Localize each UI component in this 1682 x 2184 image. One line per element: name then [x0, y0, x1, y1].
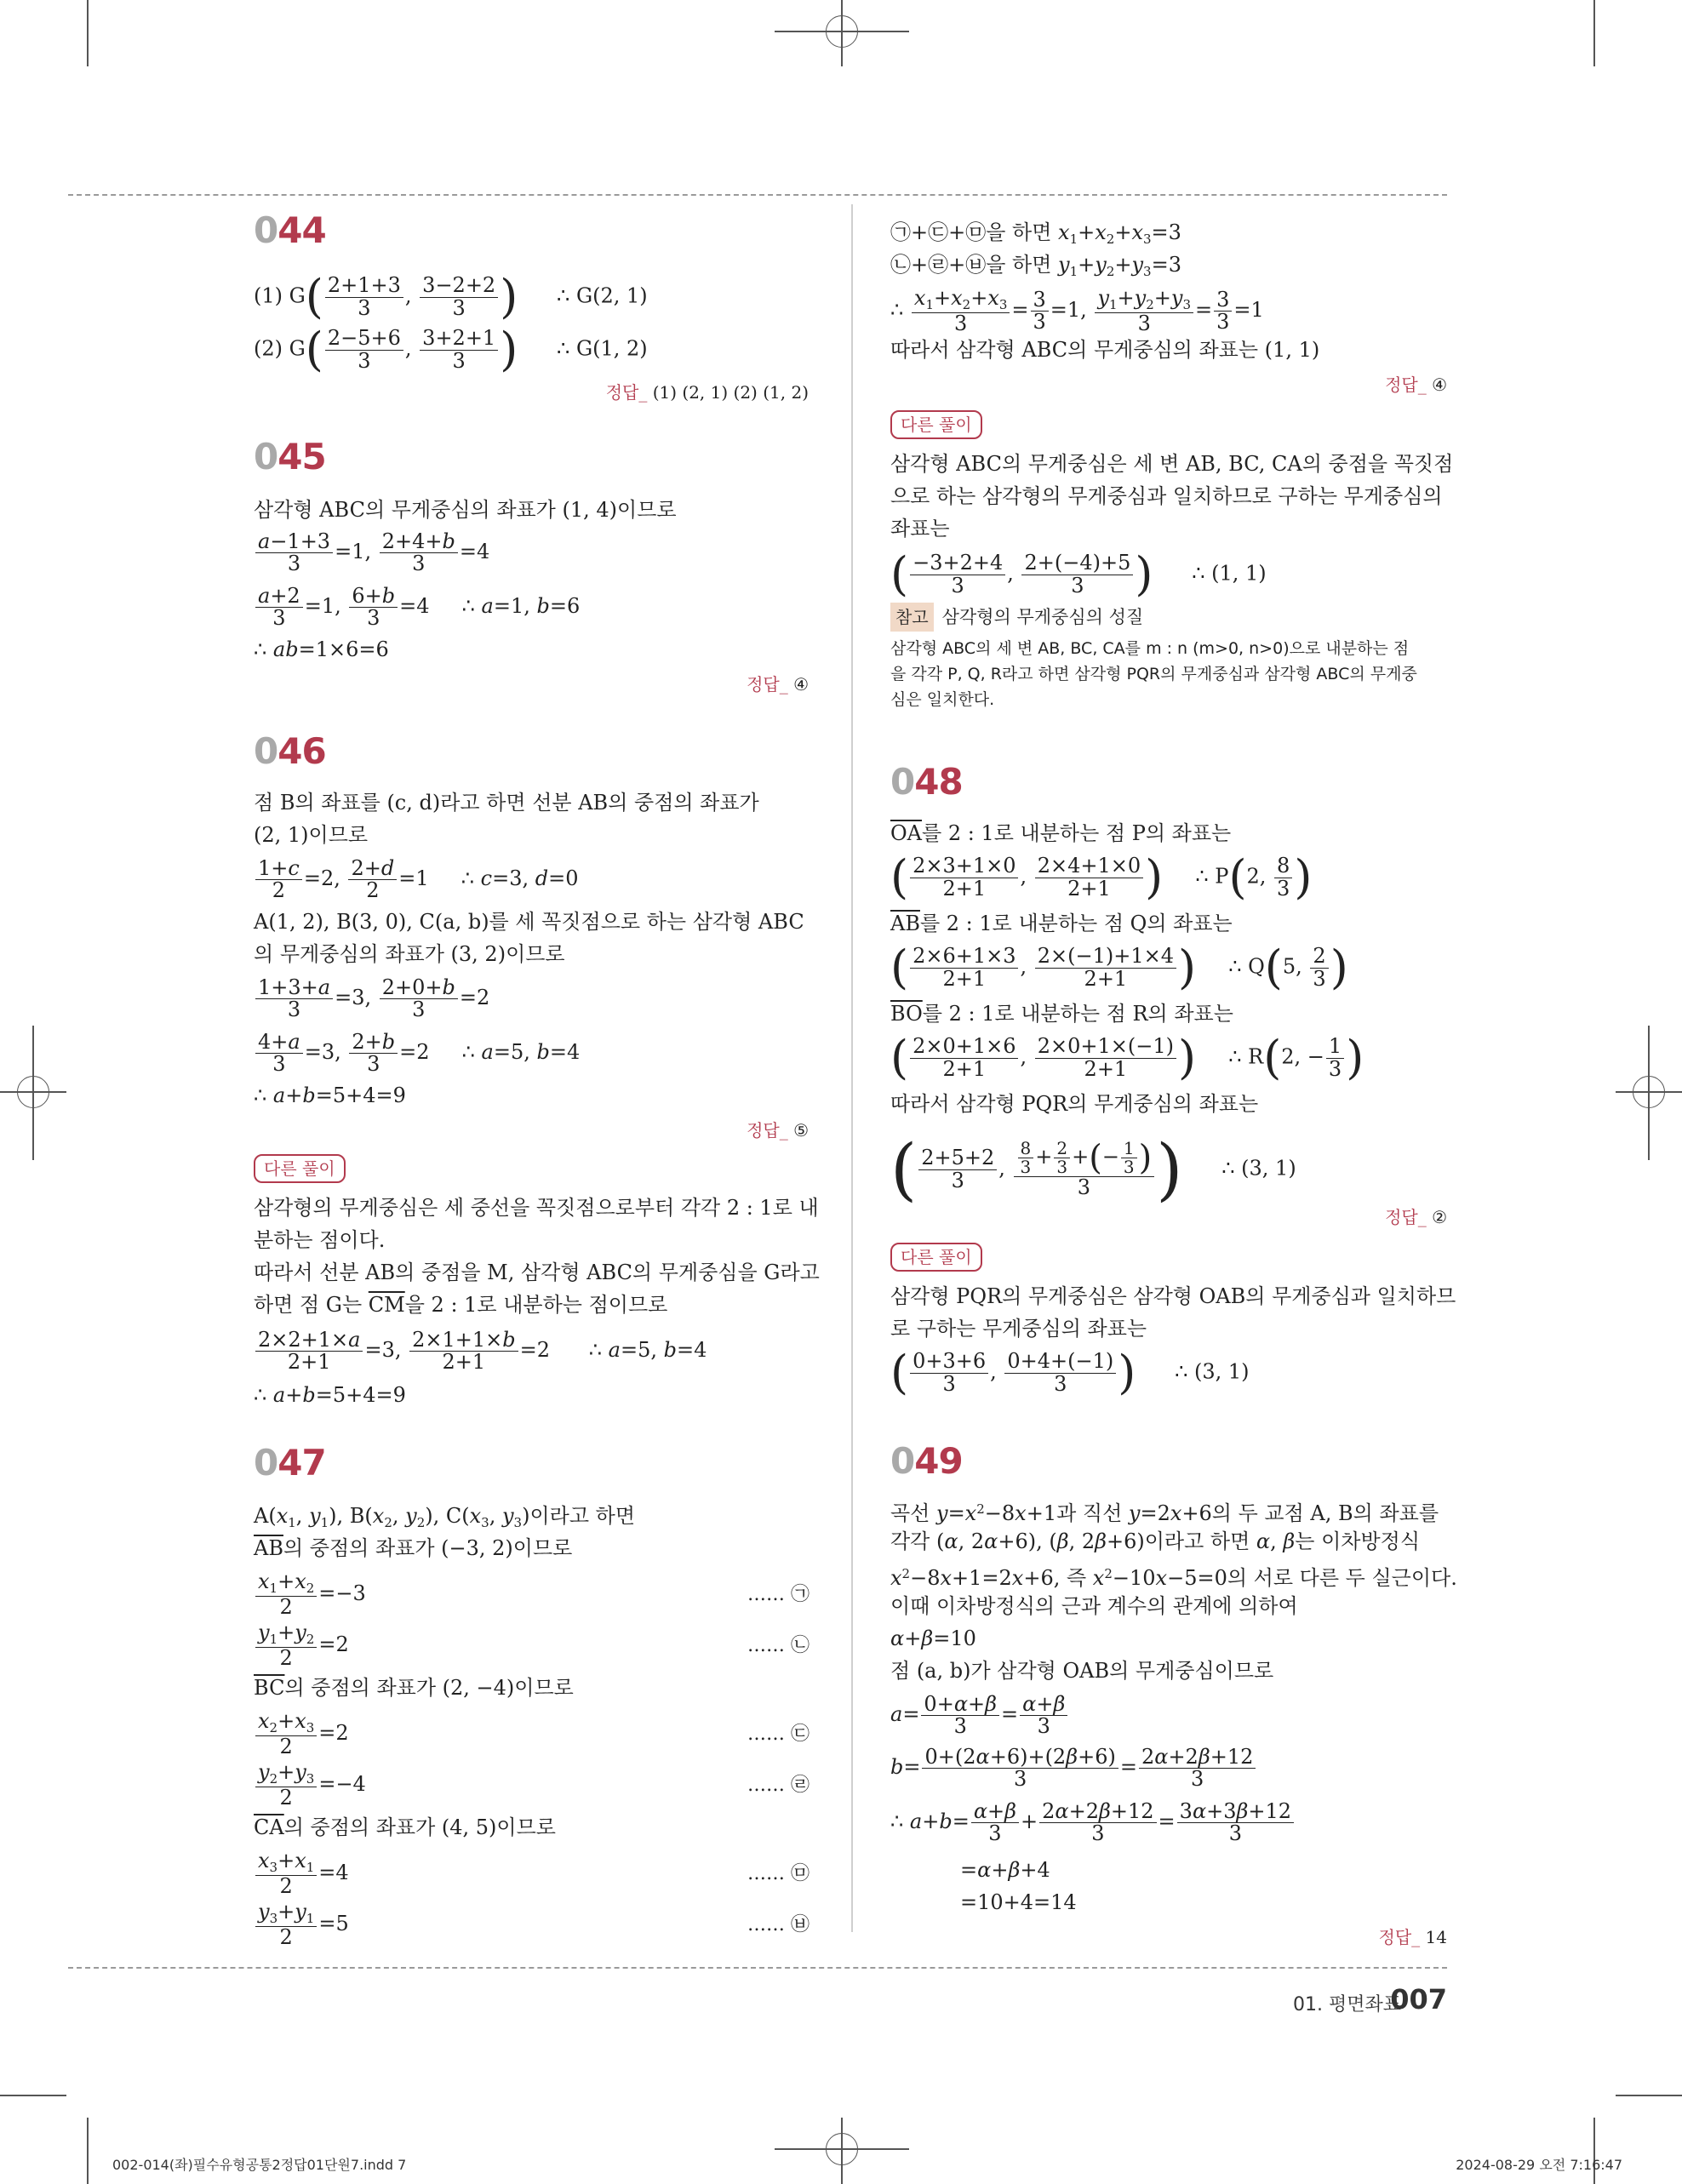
p049-text-3: $x^2-8x+1=2x+6$, 즉 $x^2-10x-5=0$의 서로 다른 두 실근이다. [890, 1566, 1457, 1590]
p047-eq-5: $\frac{x_3+x_1}{2}$ =4 [254, 1850, 349, 1897]
registration-circle [826, 15, 858, 48]
p047-eq-2: $\frac{y_1+y_2}{2}$ =2 [254, 1622, 349, 1669]
p045-text-1: 삼각형 ABC의 무게중심의 좌표가 (1, 4)이므로 [254, 498, 677, 522]
p047-text-3: $\overline{BC}$의 중점의 좌표가 (2, −4)이므로 [254, 1676, 574, 1700]
p047-text-2: $\overline{AB}$의 중점의 좌표가 (−3, 2)이므로 [254, 1536, 573, 1560]
p049-eq-4: =α+β+4 [960, 1858, 1050, 1882]
crop-mark [1593, 2118, 1595, 2184]
column-divider [851, 204, 853, 1932]
p049-eq-2: b= $\frac{0+(2\alpha+6)+(2\beta+6)}{3}$ = $\frac{2\alpha+2\beta+12}{3}$ [890, 1747, 1257, 1790]
p045-answer: 정답_ ④ [747, 674, 809, 695]
registration-circle [17, 1076, 49, 1108]
p049-text-4: 이때 이차방정식의 근과 계수의 관계에 의하여 [890, 1594, 1298, 1618]
p046-answer: 정답_ ⑤ [747, 1120, 809, 1141]
file-info: 002-014(좌)필수유형공통2정답01단원7.indd 7 [112, 2157, 407, 2173]
p047-text-4: $\overline{CA}$의 중점의 좌표가 (4, 5)이므로 [254, 1815, 556, 1839]
p049-eq-1: a= $\frac{0+\alpha+\beta}{3}$ = $\frac{\alpha+\beta}{3}$ [890, 1694, 1069, 1737]
p046-alt-4: 하면 점 G는 $\overline{CM}$을 2 : 1로 내분하는 점이므로 [254, 1293, 668, 1317]
p044-line-1: (1) G( $\frac{2+1+3}{3}$ , $\frac{3-2+2}{3}$ ) ∴ G(2, 1) [254, 270, 648, 323]
problem-number-049: 049 [890, 1440, 963, 1482]
registration-circle [826, 2133, 858, 2165]
alt-solution-badge: 다른 풀이 [254, 1154, 346, 1183]
problem-number-044: 044 [254, 209, 326, 251]
p047-eq-3: $\frac{x_2+x_3}{2}$ =2 [254, 1711, 349, 1758]
p045-eq-2: $\frac{a+2}{3}$ =1, $\frac{6+b}{3}$ =4 ∴ a=1, b=6 [254, 586, 580, 629]
p049-text-2: 각각 (α, 2α+6), (β, 2β+6)이라고 하면 α, β는 이차방정식 [890, 1529, 1421, 1553]
p046-text-3: A(1, 2), B(3, 0), C(a, b)를 세 꼭짓점으로 하는 삼각형 ABC [254, 910, 804, 934]
alt-solution-badge: 다른 풀이 [890, 1243, 982, 1272]
chapter-label: 01. 평면좌표 [1293, 1994, 1401, 2015]
crop-mark [1616, 2095, 1682, 2096]
p047-eq-6: $\frac{y_3+y_1}{2}$ =5 [254, 1901, 349, 1948]
p046-eq-1: $\frac{1+c}{2}$ =2, $\frac{2+d}{2}$ =1 ∴ c=3, d=0 [254, 858, 579, 901]
p047-text-1: $A(x_1$, $y_1$), $B(x_2$, $y_2$), $C(x_3$, $y_3$)이라고 하면 [254, 1504, 636, 1530]
p048-text-4: 따라서 삼각형 PQR의 무게중심의 좌표는 [890, 1092, 1259, 1116]
p047-eq-4: $\frac{y_2+y_3}{2}$ =−4 [254, 1762, 366, 1809]
problem-number-045: 045 [254, 436, 326, 477]
bottom-divider [68, 1967, 1447, 1969]
page-number: 007 [1390, 1983, 1447, 2015]
p048-eq-4: ( $\frac{2+5+2}{3}$ , $\frac{8}{3}$ + $\frac{2}{3}$ +(− $\frac{1}{3}$ ) 3 ) ∴ (3, 1) [890, 1129, 1296, 1209]
p048-eq-2: ( $\frac{2\times 6+1\times 3}{2+1}$ , $\frac{2\times(-1)+1\times 4}{2+1}$ ) ∴ Q(5, $\frac{2}{3}$ ) [890, 940, 1348, 994]
eq-marker-6: …… ㉥ [747, 1914, 810, 1935]
registration-circle [1633, 1076, 1665, 1108]
p044-line-2: (2) G( $\frac{2-5+6}{3}$ , $\frac{3+2+1}{3}$ ) ∴ G(1, 2) [254, 323, 648, 376]
print-date: 2024-08-29 오전 7:16:47 [1456, 2157, 1622, 2173]
p048-alt-2: 로 구하는 무게중심의 좌표는 [890, 1317, 1147, 1341]
crop-mark [87, 2118, 89, 2184]
p048-answer: 정답_ ② [1385, 1207, 1447, 1227]
p047-ref-1: 삼각형 ABC의 세 변 AB, BC, CA를 m : n (m>0, n>0)으로 내분하는 점 [890, 639, 1410, 658]
p047-ref-3: 심은 일치한다. [890, 690, 995, 709]
p046-text-1: 점 B의 좌표를 (c, d)라고 하면 선분 AB의 중점의 좌표가 [254, 791, 759, 815]
eq-marker-2: …… ㉡ [747, 1635, 810, 1656]
p048-text-3: $\overline{BO}$를 2 : 1로 내분하는 점 R의 좌표는 [890, 1002, 1233, 1026]
p046-eq-4: ∴ a+b=5+4=9 [254, 1083, 406, 1107]
p046-text-2: (2, 1)이므로 [254, 823, 369, 847]
p049-text-6: 점 (a, b)가 삼각형 OAB의 무게중심이므로 [890, 1659, 1274, 1683]
p047-r-1: ㉠+㉢+㉤을 하면 $x_1+x_2+x_3=3$ [890, 220, 1181, 247]
p049-text-5: α+β=10 [890, 1627, 976, 1650]
p048-text-1: $\overline{OA}$를 2 : 1로 내분하는 점 P의 좌표는 [890, 821, 1232, 845]
eq-marker-1: …… ㉠ [747, 1584, 810, 1605]
p047-r-2: ㉡+㉣+㉥을 하면 $y_1+y_2+y_3=3$ [890, 253, 1181, 279]
p049-text-1: 곡선 $y=x^2-8x+1$과 직선 y=2x+6의 두 교점 A, B의 좌표를 [890, 1501, 1439, 1525]
eq-marker-4: …… ㉣ [747, 1775, 810, 1796]
p047-ref-2: 을 각각 P, Q, R라고 하면 삼각형 PQR의 무게중심과 삼각형 ABC의 무게중 [890, 665, 1417, 683]
p046-alt-3: 따라서 선분 AB의 중점을 M, 삼각형 ABC의 무게중심을 G라고 [254, 1261, 820, 1284]
p048-text-2: $\overline{AB}$를 2 : 1로 내분하는 점 Q의 좌표는 [890, 912, 1233, 935]
crop-mark [0, 2095, 66, 2096]
p049-eq-3: ∴ a+b= $\frac{\alpha+\beta}{3}$ + $\frac{2\alpha+2\beta+12}{3}$ = $\frac{3\alpha+3\beta+12}{3}$ [890, 1801, 1296, 1844]
p048-alt-1: 삼각형 PQR의 무게중심은 삼각형 OAB의 무게중심과 일치하므 [890, 1284, 1456, 1308]
p046-eq-3: $\frac{4+a}{3}$ =3, $\frac{2+b}{3}$ =2 ∴ a=5, b=4 [254, 1032, 580, 1075]
p046-eq-2: $\frac{1+3+a}{3}$ =3, $\frac{2+0+b}{3}$ =2 [254, 977, 489, 1021]
p048-eq-1: ( $\frac{2\times 3+1\times 0}{2+1}$ , $\frac{2\times 4+1\times 0}{2+1}$ ) ∴ P(2, $\frac{8}{3}$ ) [890, 850, 1313, 904]
p047-eq-1: $\frac{x_1+x_2}{2}$ =−3 [254, 1571, 366, 1618]
reference-badge: 참고 [890, 603, 934, 632]
p047-r-eq: ∴ $\frac{x_1+x_2+x_3}{3}$ = $\frac{3}{3}$ =1, $\frac{y_1+y_2+y_3}{3}$ = $\frac{3}{3}$ =1 [890, 286, 1264, 335]
p046-eq-6: ∴ a+b=5+4=9 [254, 1383, 406, 1407]
p046-eq-5: $\frac{2\times 2+1\times a}{2+1}$ =3, $\frac{2\times 1+1\times b}{2+1}$ =2 ∴ a=5, b=4 [254, 1329, 707, 1373]
p047-alt-2: 으로 하는 삼각형의 무게중심과 일치하므로 구하는 무게중심의 [890, 484, 1443, 508]
p047-ref-title: 참고 삼각형의 무게중심의 성질 [890, 603, 1143, 632]
crop-mark [87, 0, 89, 66]
p047-r-3: 따라서 삼각형 ABC의 무게중심의 좌표는 (1, 1) [890, 338, 1320, 362]
p045-eq-1: $\frac{a-1+3}{3}$ =1, $\frac{2+4+b}{3}$ =4 [254, 531, 489, 575]
crop-mark [1593, 0, 1595, 66]
alt-solution-badge: 다른 풀이 [890, 410, 982, 439]
p048-alt-eq: ( $\frac{0+3+6}{3}$ , $\frac{0+4+(-1)}{3}$ ) ∴ (3, 1) [890, 1346, 1250, 1399]
p047-alt-3: 좌표는 [890, 517, 950, 540]
p045-eq-3: ∴ ab=1×6=6 [254, 637, 389, 661]
eq-marker-5: …… ㉤ [747, 1863, 810, 1884]
eq-marker-3: …… ㉢ [747, 1724, 810, 1745]
p046-text-4: 의 무게중심의 좌표가 (3, 2)이므로 [254, 942, 565, 966]
p047-alt-eq: ( $\frac{-3+2+4}{3}$ , $\frac{2+(-4)+5}{3}$ ) ∴ (1, 1) [890, 547, 1267, 601]
p047-alt-1: 삼각형 ABC의 무게중심은 세 변 AB, BC, CA의 중점을 꼭짓점 [890, 452, 1454, 476]
p046-alt-1: 삼각형의 무게중심은 세 중선을 꼭짓점으로부터 각각 2 : 1로 내 [254, 1196, 819, 1220]
top-divider [68, 194, 1447, 196]
p044-answer: 정답_ (1) (2, 1) (2) (1, 2) [605, 382, 809, 403]
problem-number-046: 046 [254, 730, 326, 772]
problem-number-047: 047 [254, 1442, 326, 1484]
p047-answer: 정답_ ④ [1385, 374, 1447, 395]
p049-answer: 정답_ 14 [1378, 1927, 1447, 1947]
p049-eq-5: =10+4=14 [960, 1890, 1077, 1914]
p046-alt-2: 분하는 점이다. [254, 1228, 386, 1252]
p048-eq-3: ( $\frac{2\times 0+1\times 6}{2+1}$ , $\frac{2\times 0+1\times(-1)}{2+1}$ ) ∴ R(2, − $\frac{1}{3}$ ) [890, 1031, 1364, 1084]
problem-number-048: 048 [890, 761, 963, 803]
